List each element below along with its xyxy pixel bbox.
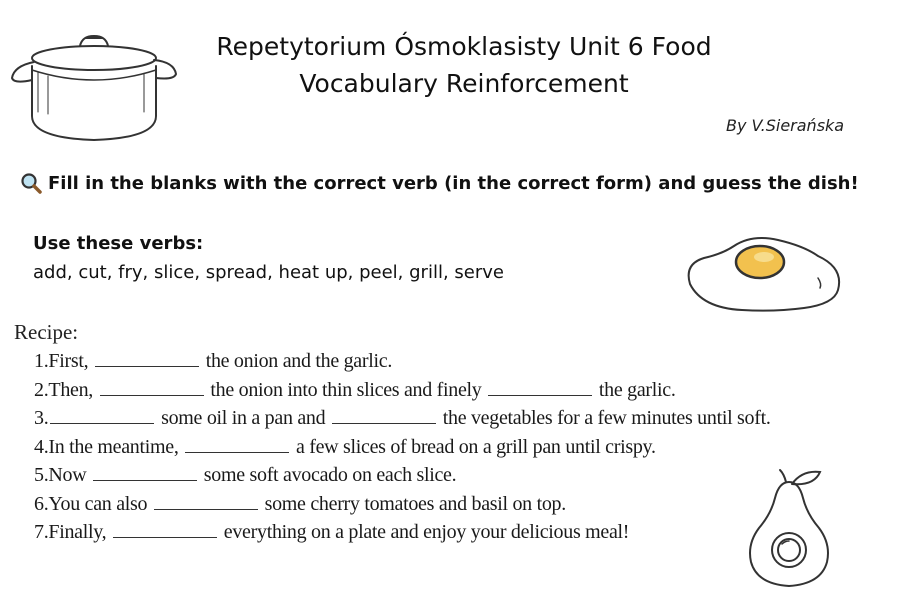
- step-number: 5.: [34, 464, 49, 486]
- instruction-text: Fill in the blanks with the correct verb (in the correct form) and guess the dish!: [48, 172, 859, 194]
- step-number: 7.: [34, 521, 49, 543]
- title-line-1: Repetytorium Ósmoklasisty Unit 6 Food: [216, 32, 712, 61]
- answer-blank[interactable]: [113, 523, 217, 538]
- recipe-heading: Recipe:: [14, 320, 79, 344]
- step-text: In the meantime,: [48, 436, 184, 458]
- verbs-list: add, cut, fry, slice, spread, heat up, peel, grill, serve: [33, 262, 504, 283]
- step-text: the onion and the garlic.: [201, 350, 393, 372]
- answer-blank[interactable]: [185, 438, 289, 453]
- verbs-heading: Use these verbs:: [33, 233, 204, 254]
- step-text: You can also: [48, 493, 152, 515]
- recipe-step-5: [34, 464, 456, 487]
- recipe-step-6: [34, 493, 566, 516]
- answer-blank[interactable]: [488, 381, 592, 396]
- step-number: 6.: [34, 493, 49, 515]
- recipe-step-7: [34, 521, 629, 544]
- step-number: 1.: [34, 350, 49, 372]
- recipe-step-1: [34, 350, 392, 373]
- step-text: the vegetables for a few minutes until soft.: [438, 407, 771, 429]
- recipe-step-3: [34, 407, 771, 430]
- answer-blank[interactable]: [50, 409, 154, 424]
- step-text: everything on a plate and enjoy your delicious meal!: [219, 521, 630, 543]
- step-text: Finally,: [48, 521, 112, 543]
- step-number: 3.: [34, 407, 49, 429]
- step-text: a few slices of bread on a grill pan until crispy.: [291, 436, 656, 458]
- answer-blank[interactable]: [332, 409, 436, 424]
- author-credit: By V.Sierańska: [726, 116, 845, 135]
- step-text: Now: [48, 464, 92, 486]
- step-text: some cherry tomatoes and basil on top.: [259, 493, 566, 515]
- answer-blank[interactable]: [95, 352, 199, 367]
- fried-egg-icon: [684, 236, 844, 321]
- step-text: some oil in a pan and: [156, 407, 331, 429]
- answer-blank[interactable]: [100, 381, 204, 396]
- step-text: the onion into thin slices and finely: [205, 379, 487, 401]
- answer-blank[interactable]: [154, 495, 258, 510]
- step-text: First,: [48, 350, 93, 372]
- answer-blank[interactable]: [93, 466, 197, 481]
- avocado-icon: [744, 468, 834, 595]
- step-text: some soft avocado on each slice.: [199, 464, 457, 486]
- step-text: Then,: [48, 379, 98, 401]
- recipe-step-2: [34, 379, 676, 402]
- step-text: the garlic.: [594, 379, 676, 401]
- step-number: 2.: [34, 379, 49, 401]
- recipe-step-4: [34, 436, 656, 459]
- instruction: [20, 172, 859, 194]
- page-title: [0, 28, 900, 102]
- step-number: 4.: [34, 436, 49, 458]
- magnifier-icon: [20, 172, 42, 194]
- title-line-2: Vocabulary Reinforcement: [299, 69, 629, 98]
